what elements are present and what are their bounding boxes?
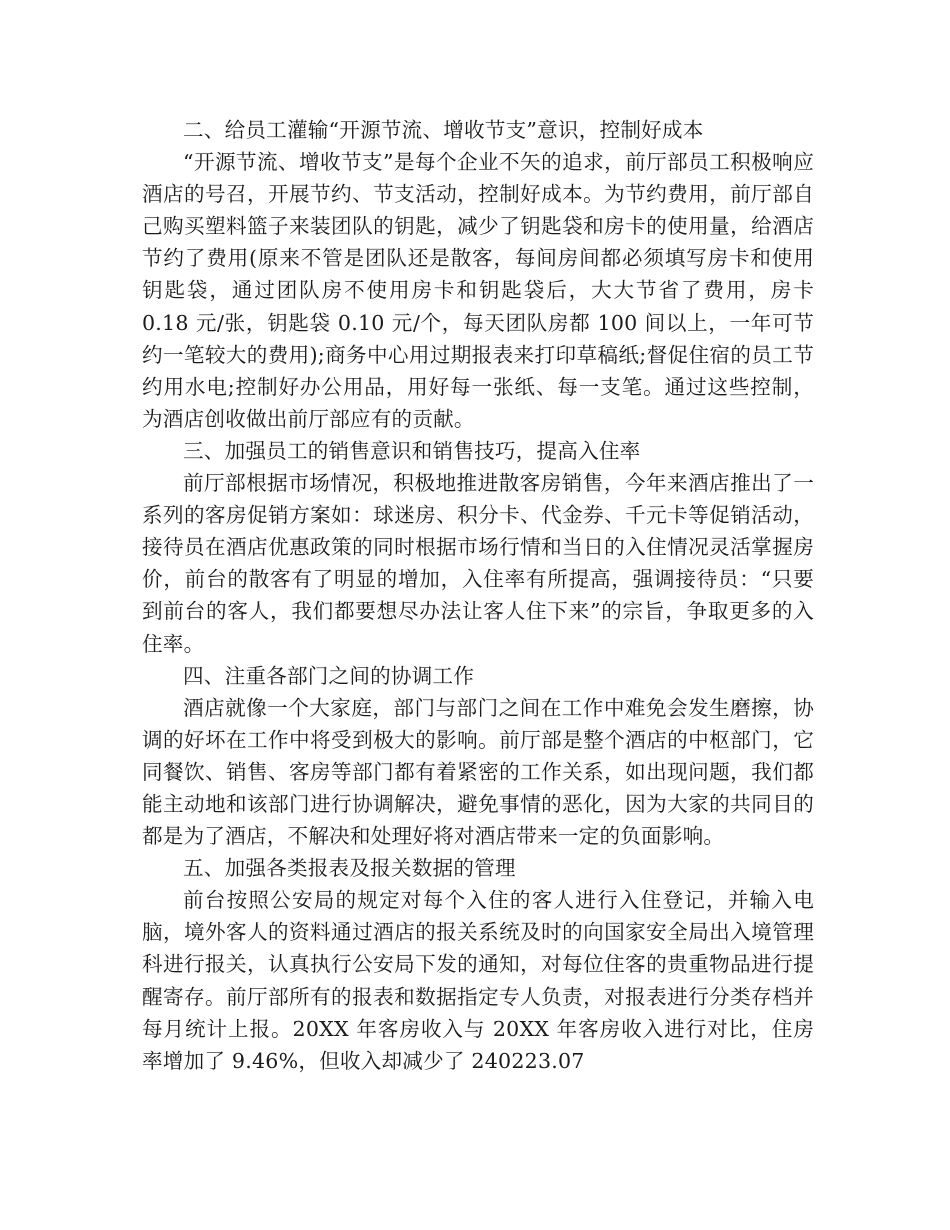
section-heading-5: 五、加强各类报表及报关数据的管理 [183, 856, 516, 881]
paragraph-sales-skills: 前厅部根据市场情况，积极地推进散客房销售，今年来酒店推出了一系列的客房促销方案如：球迷房、积分卡、代金券、千元卡等促销活动，接待员在酒店优惠政策的同时根据市场行情和当日的入住情况灵活掌握房价，前台的散客有了明显的增加，入住率有所提高，强调接待员：“只要到前台的客人，我们都要想尽办法让客人住下来”的宗旨，争取更多的入住率。 [142, 471, 814, 656]
paragraph-coordination: 酒店就像一个大家庭，部门与部门之间在工作中难免会发生磨擦，协调的好坏在工作中将受到极大的影响。前厅部是整个酒店的中枢部门，它同餐饮、销售、客房等部门都有着紧密的工作关系，如出现问题，我们都能主动地和该部门进行协调解决，避免事情的恶化，因为大家的共同目的都是为了酒店，不解决和处理好将对酒店带来一定的负面影响。 [142, 695, 814, 849]
section-heading-2: 二、给员工灌输“开源节流、增收节支”意识，控制好成本 [183, 118, 704, 142]
section-heading-4: 四、注重各部门之间的协调工作 [183, 663, 475, 688]
document-body [142, 114, 821, 1077]
paragraph-reports: 前台按照公安局的规定对每个入住的客人进行入住登记，并输入电脑，境外客人的资料通过酒店的报关系统及时的向国家安全局出入境管理科进行报关，认真执行公安局下发的通知，对每位住客的贵重物品进行提醒寄存。前厅部所有的报表和数据指定专人负责，对报表进行分类存档并每月统计上报。20XX 年客房收入与 20XX 年客房收入进行对比，住房率增加了 9.46%，但收入却减少了 240223.07 [142, 888, 814, 1073]
paragraph-cost-control: “开源节流、增收节支”是每个企业不矢的追求，前厅部员工积极响应酒店的号召，开展节约、节支活动，控制好成本。为节约费用，前厅部自己购买塑料篮子来装团队的钥匙，减少了钥匙袋和房卡的使用量，给酒店节约了费用(原来不管是团队还是散客，每间房间都必须填写房卡和使用钥匙袋，通过团队房不使用房卡和钥匙袋后，大大节省了费用，房卡 0.18 元/张，钥匙袋 0.10 元/个，每天团队房都 100 间以上，一年可节约一笔较大的费用);商务中心用过期报表来打印草稿纸;督促住宿的员工节约用水电;控制好办公用品，用好每一张纸、每一支笔。通过这些控制，为酒店创收做出前厅部应有的贡献。 [142, 150, 821, 431]
section-heading-3: 三、加强员工的销售意识和销售技巧，提高入住率 [183, 438, 641, 463]
